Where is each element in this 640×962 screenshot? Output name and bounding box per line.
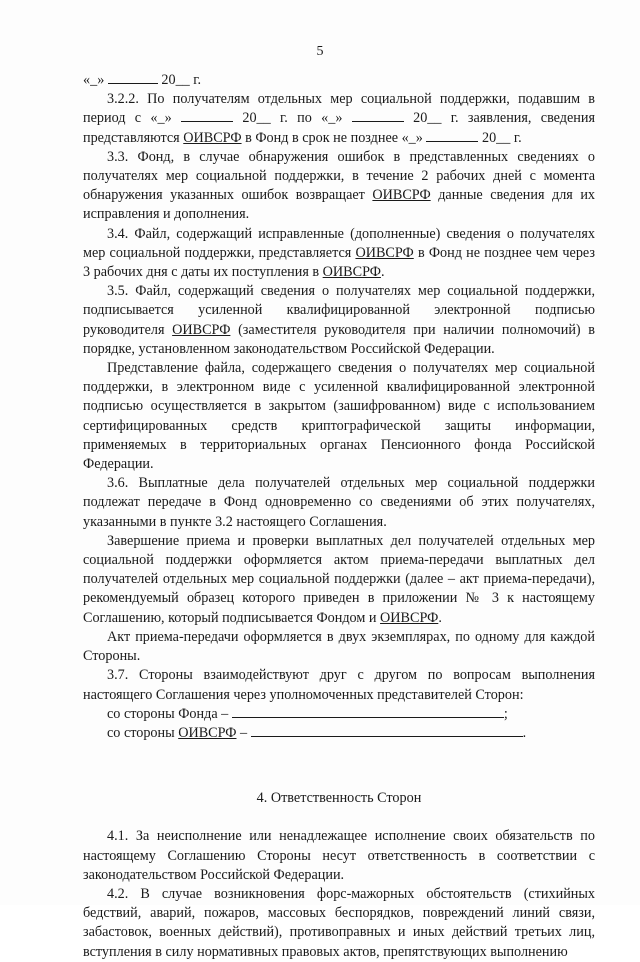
fund-representative-line: со стороны Фонда – ; — [107, 705, 508, 722]
page-number: 5 — [316, 44, 324, 59]
paragraph-3-7: 3.7. Стороны взаимодействуют друг с другом по вопросам выполнения настоящего Соглашения через уполномоченных представителей Сторон: — [83, 667, 595, 703]
year-text: 20__ г. — [161, 72, 202, 88]
paragraph-3-5: 3.5. Файл, содержащий сведения о получателях мер социальной поддержки, подписывается усиленной квалифицированной электронной подписью руководителя ОИВСРФ (заместителя руководителя при наличии полномочий) в порядке, установленном законодательством Российской Федерации. — [83, 283, 595, 357]
paragraph-3-5-encryption: Представление файла, содержащего сведения о получателях мер социальной поддержки, в электронном виде с усиленной квалифицированной электронной подписью осуществляется в закрытом (зашифрованном) виде с использованием сертифицированных средств криптографической защиты информации, применяемых в территориальных органах Пенсионного фонда Российской Федерации. — [83, 360, 595, 473]
oivsrf-abbr: ОИВСРФ — [355, 244, 414, 261]
oivsrf-abbr: ОИВСРФ — [183, 129, 242, 146]
paragraph-4-1: 4.1. За неисполнение или ненадлежащее исполнение своих обязательств по настоящему Соглашению Стороны несут ответственность в соответствии с законодательством Российской Федерации. — [83, 828, 595, 883]
fund-representative-blank — [232, 705, 504, 718]
oivsrf-abbr: ОИВСРФ — [322, 264, 381, 281]
paragraph-3-6: 3.6. Выплатные дела получателей отдельных мер социальной поддержки подлежат передаче в Фонд одновременно со сведениями об этих получателях, указанными в пункте 3.2 настоящего Соглашения. — [83, 475, 595, 530]
oivsrf-abbr: ОИВСРФ — [178, 724, 237, 741]
paragraph-3-6-acceptance: Завершение приема и проверки выплатных дел получателей отдельных мер социальной поддержки оформляется актом приема-передачи выплатных дел получателей отдельных мер социальной поддержки (далее – акт приема-передачи), рекомендуемый образец которого приведен в приложении № 3 к настоящему Соглашению, который подписывается Фондом и ОИВСРФ. — [83, 532, 595, 626]
blank-line — [181, 109, 233, 122]
document-body — [83, 71, 595, 962]
section-4-title: 4. Ответственность Сторон — [256, 790, 422, 807]
oivsrf-representative-line: со стороны ОИВСРФ – . — [107, 724, 527, 741]
oivsrf-abbr: ОИВСРФ — [380, 609, 439, 626]
paragraph-3-2-2: 3.2.2. По получателям отдельных мер социальной поддержки, подавшим в период с «_» 20__ г. по «_» 20__ г. заявления, сведения представляются ОИВСРФ в Фонд в срок не позднее «_» 20__ г. — [83, 91, 596, 146]
oivsrf-representative-blank — [251, 724, 523, 737]
oivsrf-abbr: ОИВСРФ — [172, 321, 231, 338]
blank-line — [426, 129, 478, 142]
continuation-line — [83, 71, 595, 90]
paragraph-3-6-copies: Акт приема-передачи оформляется в двух экземплярах, по одному для каждой Стороны. — [83, 628, 595, 665]
blank-line — [108, 71, 158, 84]
paragraph-3-4: 3.4. Файл, содержащий исправленные (дополненные) сведения о получателях мер социальной поддержки, представляется ОИВСРФ в Фонд не позднее чем через 3 рабочих дня с даты их поступления в ОИВСРФ. — [83, 225, 596, 281]
blank-line — [352, 109, 404, 122]
oivsrf-abbr: ОИВСРФ — [372, 187, 431, 204]
paragraph-4-2: 4.2. В случае возникновения форс-мажорных обстоятельств (стихийных бедствий, аварий, пожаров, массовых беспорядков, повреждений линий связи, забастовок, военных действий), противоправных и иных действий третьих лиц, вступления в силу нормативных правовых актов, препятствующих выполнению — [83, 885, 595, 960]
paragraph-3-3: 3.3. Фонд, в случае обнаружения ошибок в представленных сведениях о получателях мер социальной поддержки, в течение 2 рабочих дней с момента обнаружения указанных ошибок возвращает ОИВСРФ данные сведения для их исправления и дополнения. — [83, 148, 596, 223]
date-quote: «_» — [83, 72, 105, 88]
